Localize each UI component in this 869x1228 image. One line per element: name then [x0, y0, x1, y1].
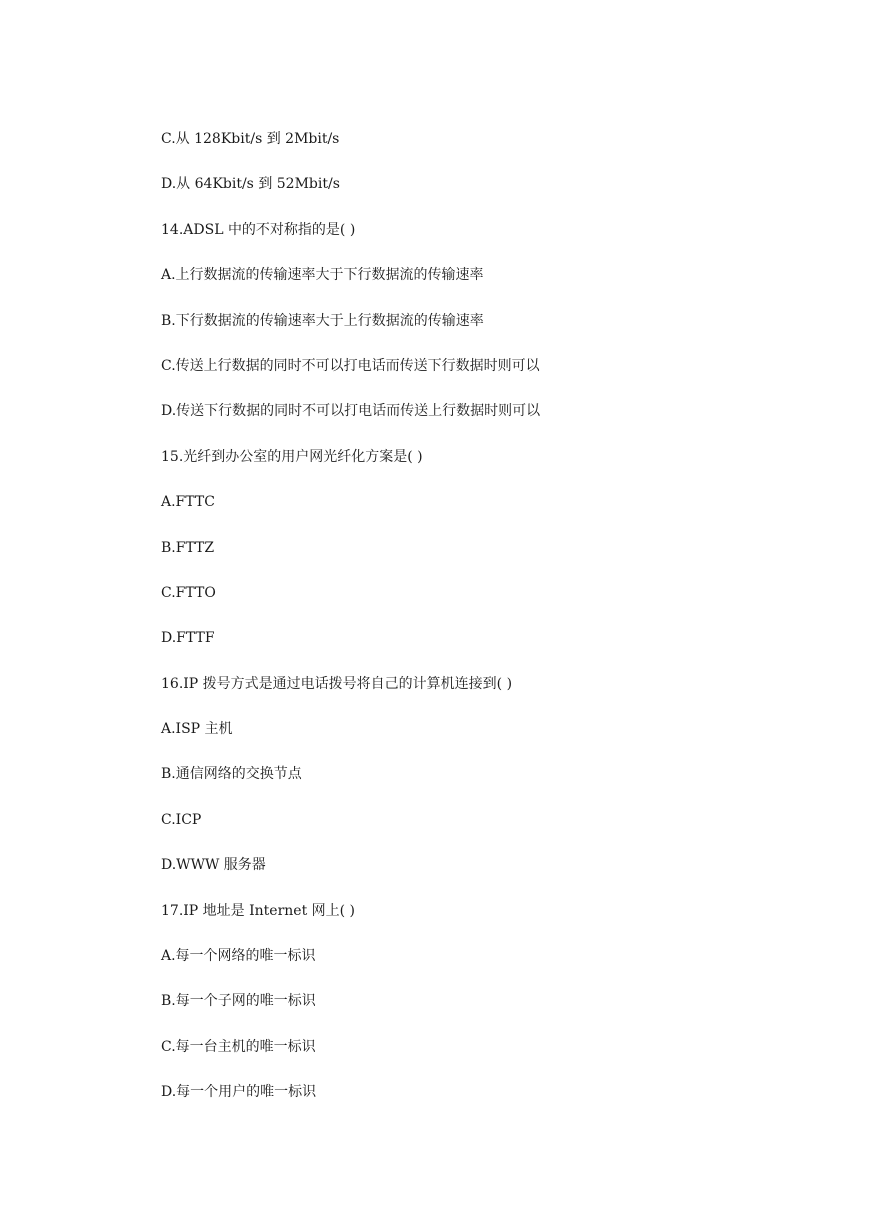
question-line: 17.IP 地址是 Internet 网上( ) — [161, 902, 356, 919]
option-line: D.WWW 服务器 — [161, 857, 266, 874]
question-line: 14.ADSL 中的不对称指的是( ) — [161, 221, 356, 238]
option-line: C.ICP — [161, 811, 202, 828]
option-line: A.每一个网络的唯一标识 — [161, 948, 316, 965]
option-line: B.通信网络的交换节点 — [161, 766, 302, 783]
option-line: A.FTTC — [161, 494, 215, 511]
option-line: D.传送下行数据的同时不可以打电话而传送上行数据时则可以 — [161, 403, 541, 420]
option-line: D.FTTF — [161, 630, 215, 647]
option-line: D.从 64Kbit/s 到 52Mbit/s — [161, 176, 340, 193]
option-line: C.每一台主机的唯一标识 — [161, 1038, 316, 1055]
option-line: A.ISP 主机 — [161, 721, 233, 738]
option-line: A.上行数据流的传输速率大于下行数据流的传输速率 — [161, 267, 484, 284]
option-line: B.FTTZ — [161, 539, 215, 556]
option-line: B.下行数据流的传输速率大于上行数据流的传输速率 — [161, 312, 484, 329]
option-line: C.从 128Kbit/s 到 2Mbit/s — [161, 131, 340, 147]
option-line: B.每一个子网的唯一标识 — [161, 993, 316, 1010]
question-line: 15.光纤到办公室的用户网光纤化方案是( ) — [161, 448, 423, 465]
option-line: D.每一个用户的唯一标识 — [161, 1084, 317, 1101]
question-list — [161, 128, 540, 1127]
option-line: C.传送上行数据的同时不可以打电话而传送下行数据时则可以 — [161, 357, 540, 374]
question-line: 16.IP 拨号方式是通过电话拨号将自己的计算机连接到( ) — [161, 675, 513, 692]
option-line: C.FTTO — [161, 584, 216, 601]
